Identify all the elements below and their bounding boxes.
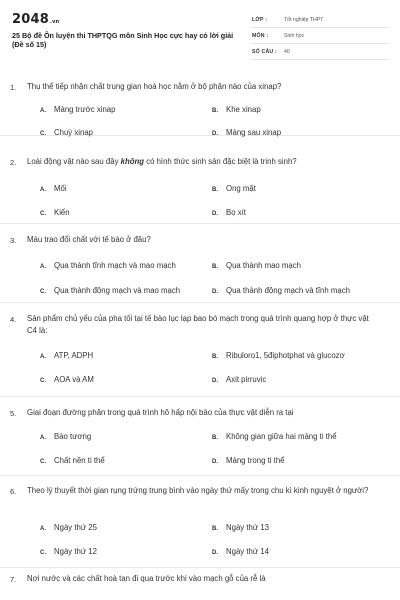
option-b[interactable]: B. Qua thành mao mạch [212,261,301,270]
question-text: Máu trao đổi chất với tế bào ở đâu? [27,235,151,244]
site-logo[interactable] [12,12,59,27]
option-c[interactable]: C. Kiến [40,208,70,217]
info-value: Tốt nghiệp THPT [284,17,324,23]
question-text: Nơi nước và các chất hoà tan đi qua trước khi vào mạch gỗ của rễ là [27,574,266,583]
question-text: Giai đoạn đường phân trong quá trình hô hấp nội bào của thực vật diễn ra tại [27,408,294,417]
option-c[interactable]: C. AOA và AM [40,375,94,384]
question-7 [0,569,400,600]
option-d[interactable]: D. Ngày thứ 14 [212,547,269,556]
option-a[interactable]: A. Ngày thứ 25 [40,523,97,532]
option-b[interactable]: B. Ong mật [212,184,256,193]
info-value: Sinh học [284,33,305,39]
option-c[interactable]: C. Chất nền ti thể [40,456,105,465]
document-title: 25 Bộ đề Ôn luyện thi THPTQG môn Sinh Học cực hay có lời giải (Đề số 15) [12,31,234,50]
question-text: Theo lý thuyết thời gian rụng trứng trung bình vào ngày thứ mấy trong chu kì kinh nguyệt ở người? [27,486,369,495]
question-number: 3. [10,236,17,245]
question-number: 4. [10,315,17,324]
question-3 [0,226,400,303]
question-number: 2. [10,158,17,167]
option-c[interactable]: C. Ngày thứ 12 [40,547,97,556]
option-a[interactable]: A. Qua thành tĩnh mạch và mao mạch [40,261,176,270]
question-1 [0,72,400,136]
option-b[interactable]: B. Ribuloro1, 5điphotphat và glucozơ [212,351,345,360]
option-c[interactable]: C. Chuỳ xinap [40,128,94,137]
question-number: 5. [10,409,17,418]
option-a[interactable]: A. Màng trước xinap [40,105,116,114]
info-label: MÔN : [252,33,269,39]
document-info-panel [252,12,388,60]
info-row-question-count [252,44,388,60]
option-a[interactable]: A. ATP, ADPH [40,351,94,360]
option-d[interactable]: D. Axit pirruvic [212,375,267,384]
question-text: Sản phẩm chủ yếu của pha tối tại tế bào lục lạp bao bó mạch trong quá trình quang hợp ở thực vật C4 là: [27,314,369,335]
question-5 [0,398,400,476]
option-c[interactable]: C. Qua thành động mạch và mao mạch [40,286,181,295]
option-d[interactable]: D. Màng sau xinap [212,128,282,137]
info-label: LỚP : [252,17,268,23]
option-a[interactable]: A. Bào tương [40,432,92,441]
question-number: 1. [10,83,17,92]
question-6 [0,478,400,568]
info-row-grade [252,12,388,28]
option-b[interactable]: B. Ngày thứ 13 [212,523,269,532]
question-text: Loài động vật nào sau đây không có hình thức sinh sản đặc biệt là trinh sinh? [27,157,297,166]
question-number: 6. [10,487,17,496]
option-b[interactable]: B. Không gian giữa hai màng ti thể [212,432,337,441]
logo-text: 2048 [12,12,49,27]
question-number: 7. [10,575,17,584]
option-a[interactable]: A. Mối [40,184,67,193]
document-header [0,0,400,64]
info-row-subject [252,28,388,44]
option-d[interactable]: D. Qua thành động mạch và tĩnh mạch [212,286,350,295]
option-d[interactable]: D. Bọ xít [212,208,246,217]
info-value: 40 [284,49,290,55]
question-text: Thụ thể tiếp nhận chất trung gian hoá học nằm ở bộ phận nào của xinap? [27,82,282,91]
option-b[interactable]: B. Khe xinap [212,105,261,114]
option-d[interactable]: D. Màng trong ti thể [212,456,285,465]
logo-suffix: .vn [49,19,60,25]
question-2 [0,146,400,224]
question-4 [0,305,400,397]
info-label: SỐ CÂU : [252,49,277,55]
